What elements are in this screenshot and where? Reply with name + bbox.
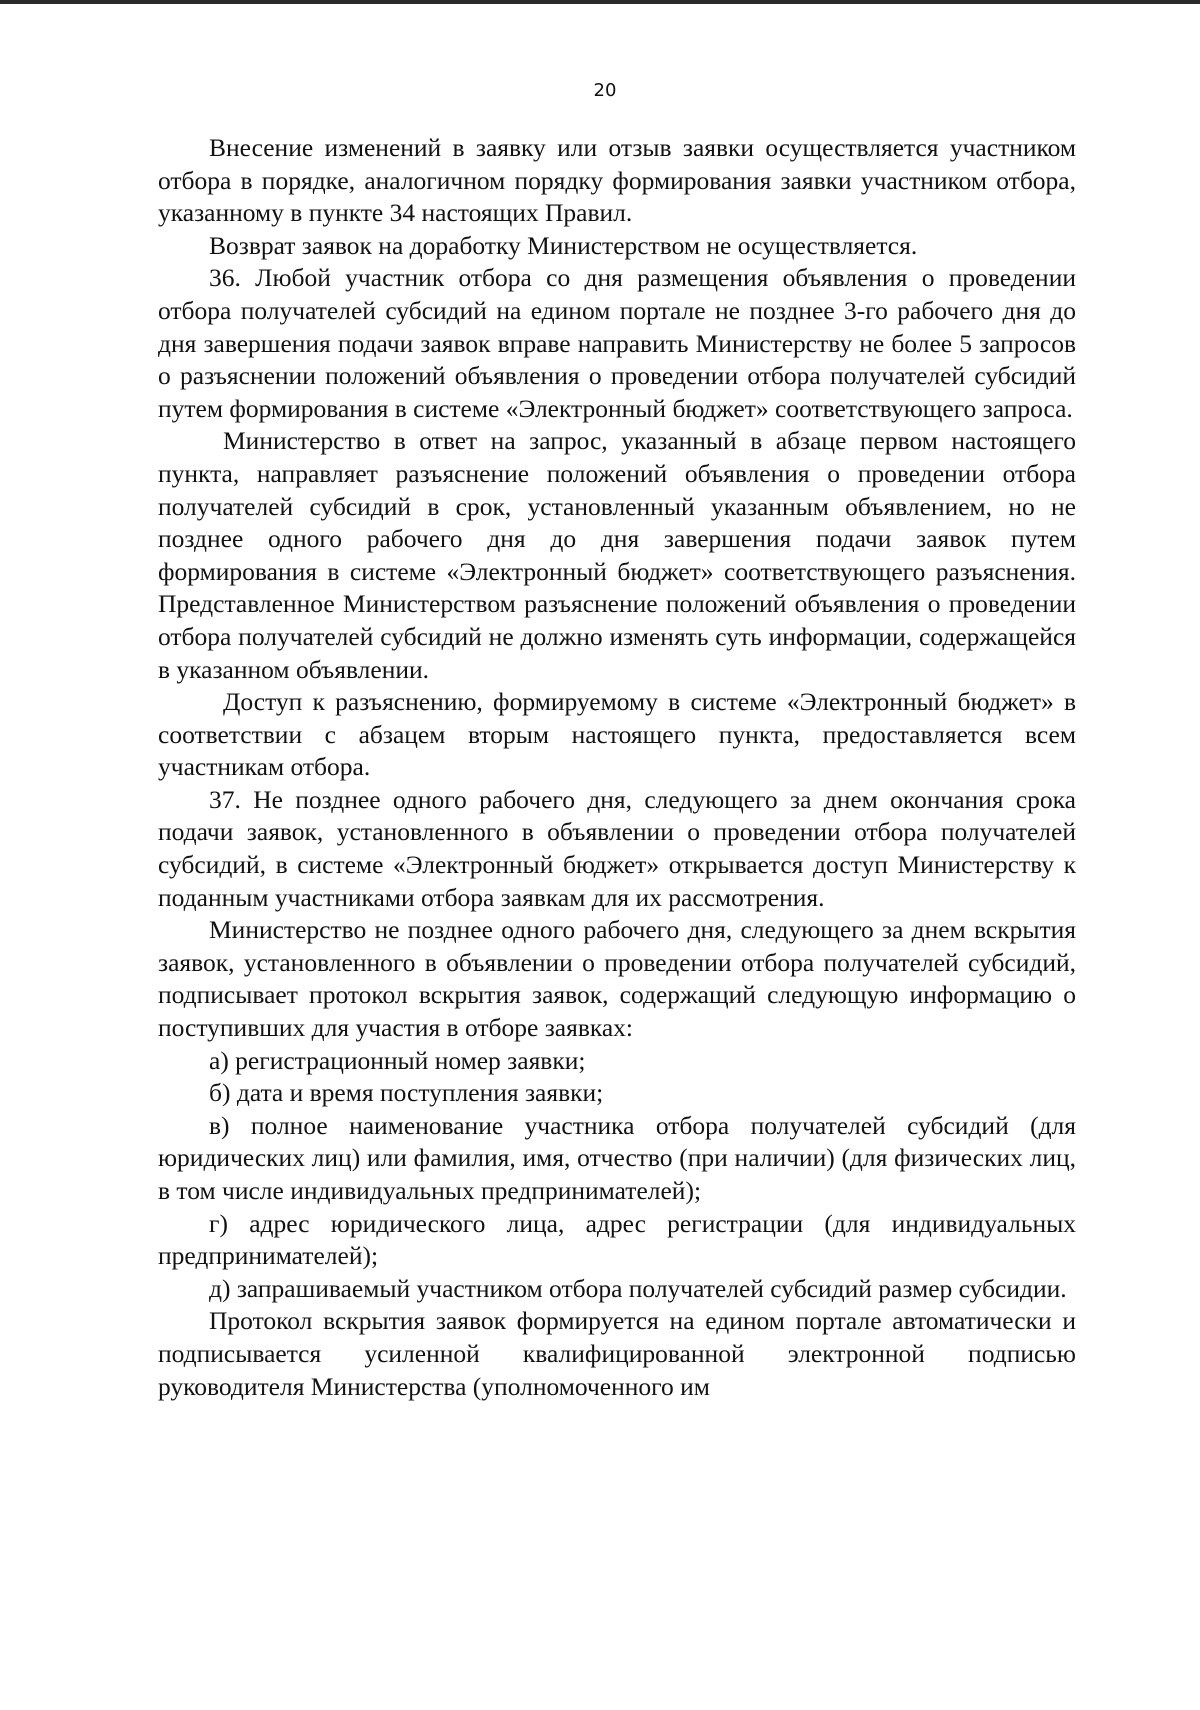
paragraph-clause-37: 37. Не позднее одного рабочего дня, следующего за днем окончания срока подачи заявок, установленного в объявлении о проведении отбора получателей субсидий, в системе «Электронный бюджет» открывается доступ Министерству к поданным участниками отбора заявкам для их рассмотрения. bbox=[158, 784, 1076, 912]
paragraph-no-return: Возврат заявок на доработку Министерством не осуществляется. bbox=[209, 230, 918, 260]
paragraph-ministry-reply: Министерство в ответ на запрос, указанный в абзаце первом настоящего пункта, направляет разъяснение положений объявления о проведении отбора получателей субсидий в срок, установленный указанным объявлением, но не позднее одного рабочего дня до дня завершения подачи заявок путем формирования в системе «Электронный бюджет» соответствующего разъяснения. Представленное Министерством разъяснение положений объявления о проведении отбора получателей субсидий не должно изменять суть информации, содержащейся в указанном объявлении. bbox=[158, 426, 1076, 684]
paragraph-clause-36: 36. Любой участник отбора со дня размещения объявления о проведении отбора получателей субсидий на едином портале не позднее 3-го рабочего дня до дня завершения подачи заявок вправе направить Министерству не более 5 запросов о разъяснении положений объявления о проведении отбора получателей субсидий путем формирования в системе «Электронный бюджет» соответствующего запроса. bbox=[158, 263, 1076, 423]
document-body bbox=[158, 132, 1076, 1403]
list-item-b: б) дата и время поступления заявки; bbox=[209, 1078, 604, 1108]
paragraph-amendments: Внесение изменений в заявку или отзыв заявки осуществляется участником отбора в порядке, аналогичном порядку формирования заявки участником отбора, указанному в пункте 34 настоящих Правил. bbox=[158, 133, 1076, 228]
list-item-d: д) запрашиваемый участником отбора получателей субсидий размер субсидии. bbox=[209, 1273, 1067, 1303]
paragraph-protocol-signature: Протокол вскрытия заявок формируется на едином портале автоматически и подписывается усиленной квалифицированной электронной подписью руководителя Министерства (уполномоченного им bbox=[158, 1306, 1076, 1401]
list-item-v: в) полное наименование участника отбора получателей субсидий (для юридических лиц) или фамилия, имя, отчество (при наличии) (для физических лиц, в том числе индивидуальных предпринимателей); bbox=[158, 1110, 1076, 1205]
top-border-line bbox=[0, 0, 1200, 4]
paragraph-access-clarification: Доступ к разъяснению, формируемому в системе «Электронный бюджет» в соответствии с абзацем вторым настоящего пункта, предоставляется всем участникам отбора. bbox=[158, 687, 1076, 782]
paragraph-opening-protocol: Министерство не позднее одного рабочего дня, следующего за днем вскрытия заявок, установленного в объявлении о проведении отбора получателей субсидий, подписывает протокол вскрытия заявок, содержащий следующую информацию о поступивших для участия в отборе заявках: bbox=[158, 915, 1076, 1043]
page-number: 20 bbox=[593, 80, 617, 101]
list-item-g: г) адрес юридического лица, адрес регистрации (для индивидуальных предпринимателей); bbox=[158, 1208, 1076, 1271]
list-item-a: а) регистрационный номер заявки; bbox=[209, 1045, 586, 1075]
